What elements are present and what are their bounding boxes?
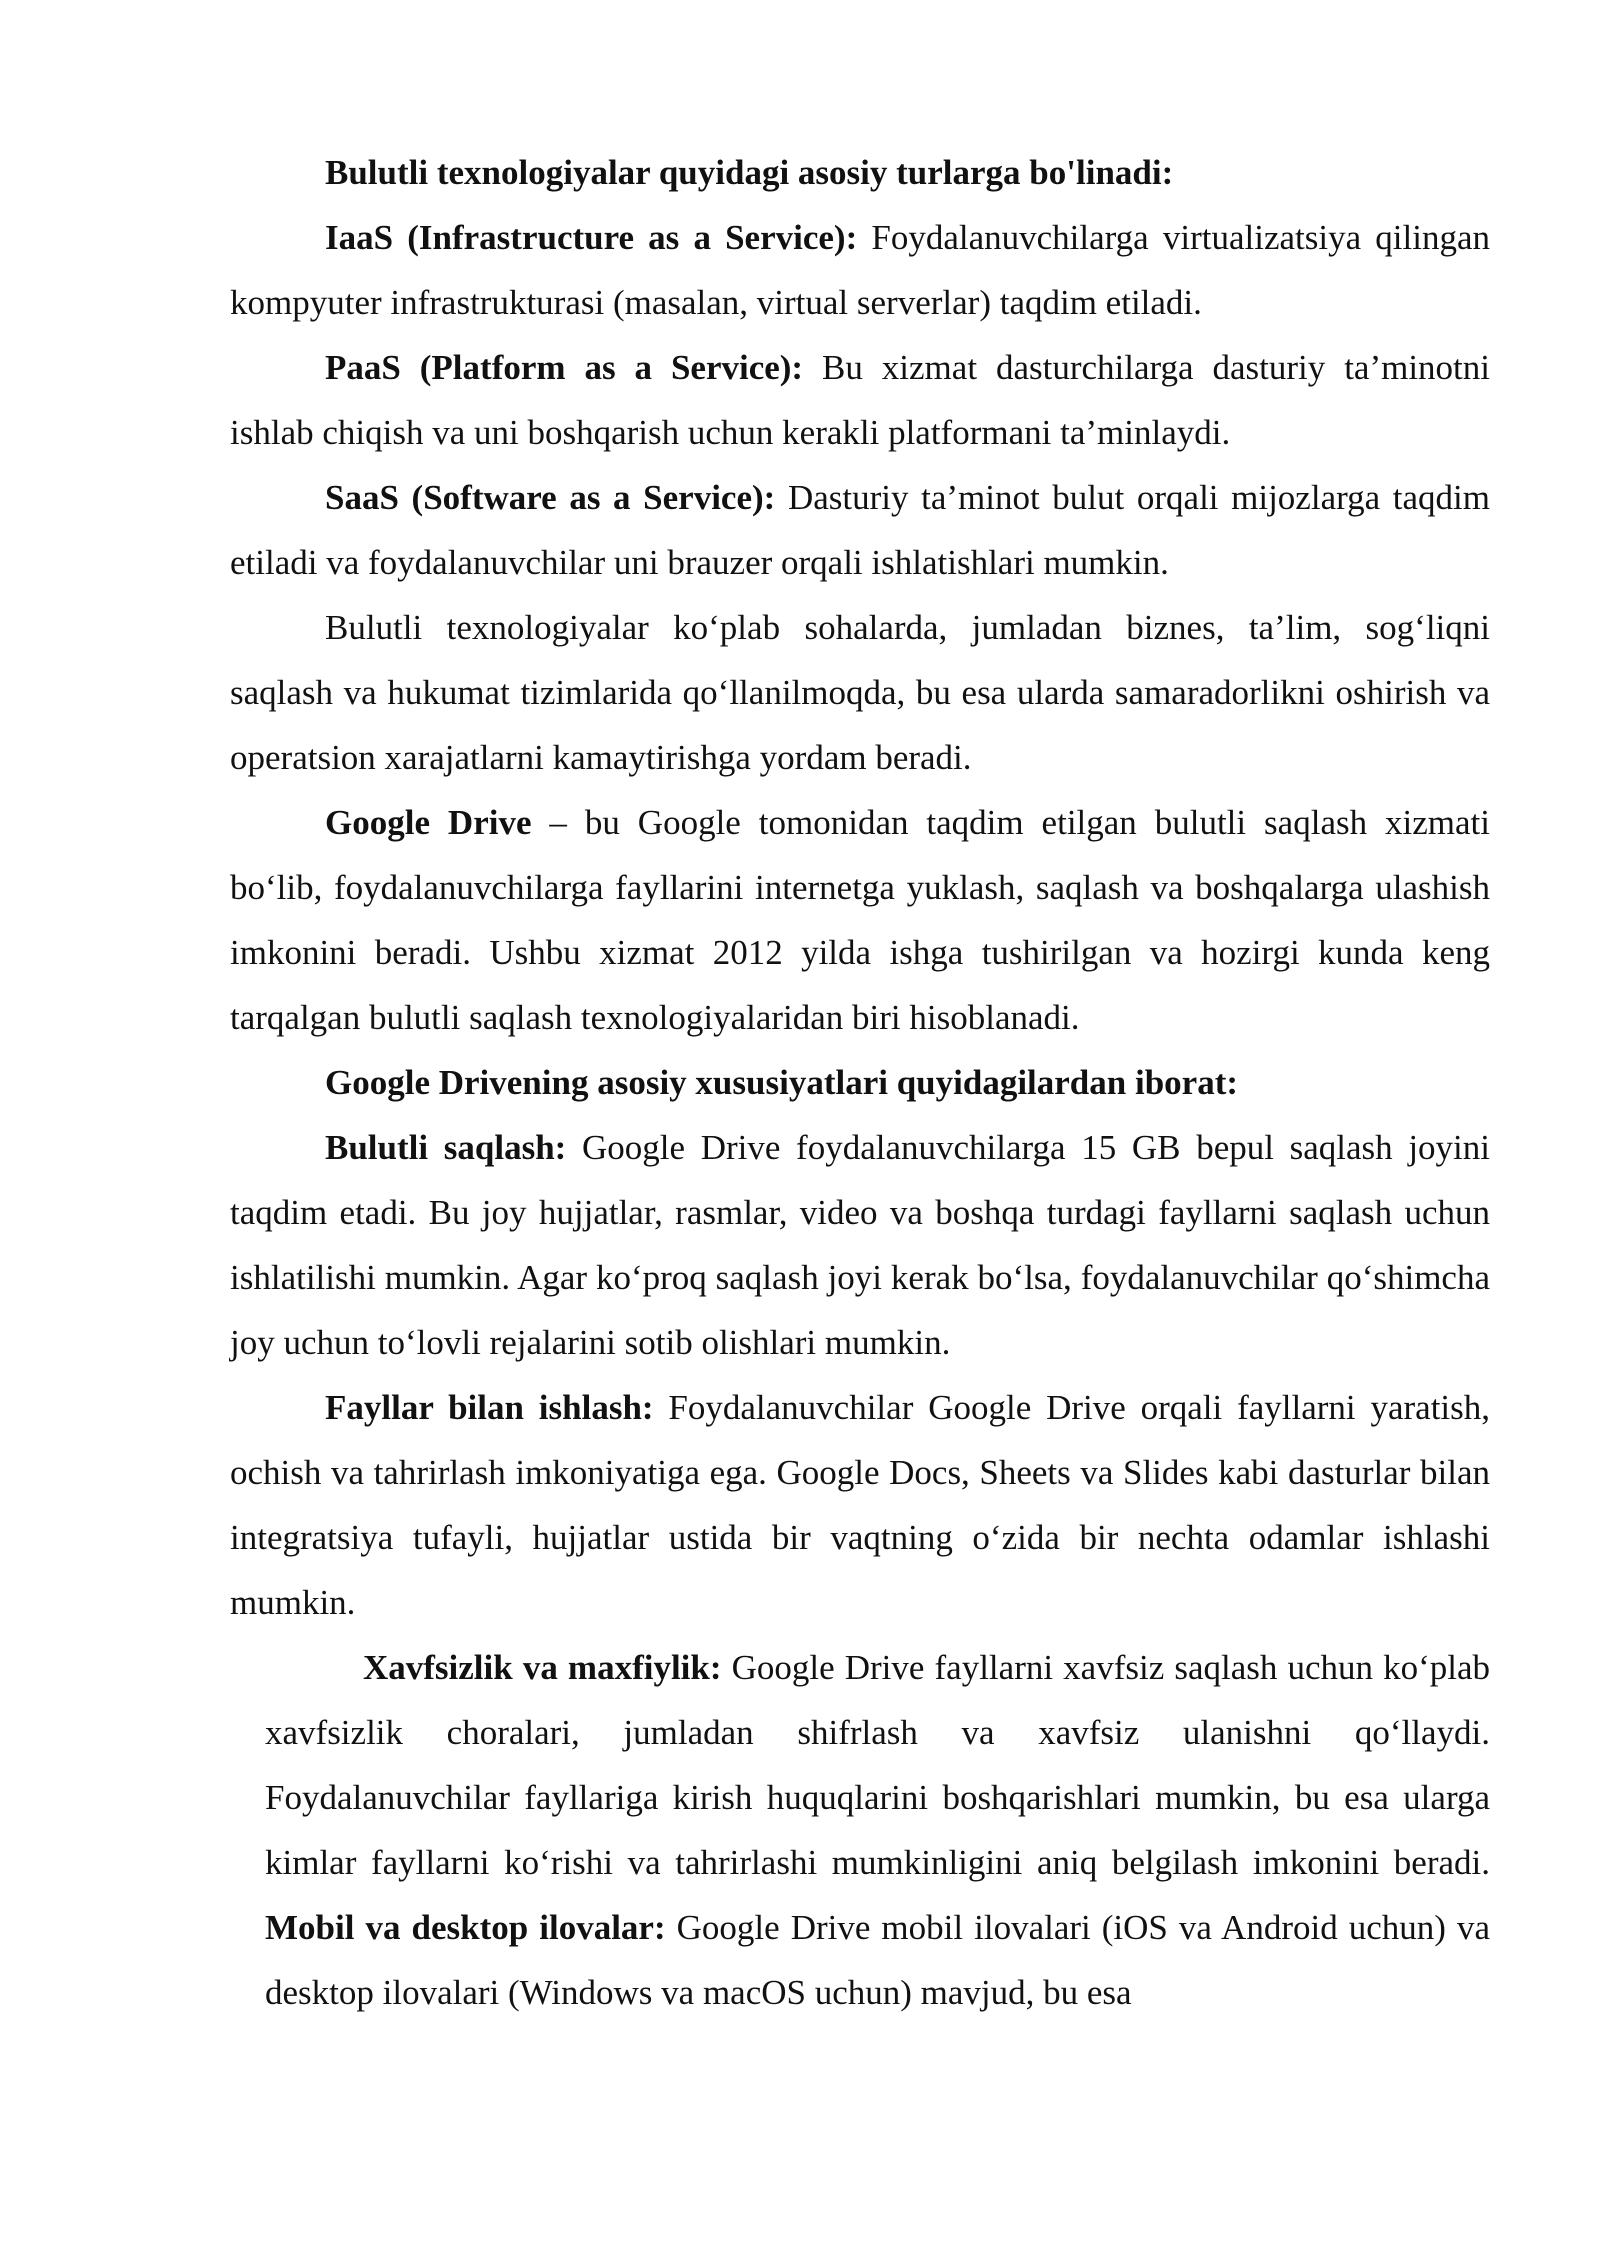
paragraph-file-work: [230, 1375, 1490, 1635]
term-saas: SaaS (Software as a Service):: [325, 478, 776, 517]
term-google-drive: Google Drive: [325, 803, 532, 842]
term-security: Xavfsizlik va maxfiylik:: [363, 1648, 722, 1687]
term-cloud-storage: Bulutli saqlash:: [325, 1128, 567, 1167]
term-paas: PaaS (Platform as a Service):: [325, 348, 804, 387]
paragraph-iaas: [230, 205, 1490, 335]
paragraph-paas: [230, 335, 1490, 465]
text-mobile: Google Drive mobil ilovalari (iOS va Android uchun) va desktop ilovalari (Windows va macOS uchun) mavjud, bu esa: [265, 1908, 1490, 2012]
text-file-work: Foydalanuvchilar Google Drive orqali fayllarni yaratish, ochish va tahrirlash imkoniyatiga ega. Google Docs, Sheets va Slides kabi dasturlar bilan integratsiya tufayli, hujjatlar ustida bir vaqtning o‘zida bir nechta odamlar ishlashi mumkin.: [230, 1388, 1491, 1622]
document-body: [230, 140, 1490, 2025]
text-paas: Bu xizmat dasturchilarga dasturiy ta’minotni ishlab chiqish va uni boshqarish uchun kerakli platformani ta’minlaydi.: [230, 348, 1491, 452]
text-security: Google Drive fayllarni xavfsiz saqlash uchun ko‘plab xavfsizlik choralari, jumladan shifrlash va xavfsiz ulanishni qo‘llaydi. Foydalanuvchilar fayllariga kirish huquqlarini boshqarishlari mumkin, bu esa ularga kimlar fayllarni ko‘rishi va tahrirlashi mumkinligini aniq belgilash imkonini beradi.: [265, 1648, 1490, 1882]
text-google-drive: – bu Google tomonidan taqdim etilgan bulutli saqlash xizmati bo‘lib, foydalanuvchilarga fayllarini internetga yuklash, saqlash va boshqalarga ulashish imkonini beradi. Ushbu xizmat 2012 yilda ishga tushirilgan va hozirgi kunda keng tarqalgan bulutli saqlash texnologiyalaridan biri hisoblanadi.: [230, 803, 1490, 1037]
term-file-work: Fayllar bilan ishlash:: [325, 1388, 654, 1427]
text-iaas: Foydalanuvchilarga virtualizatsiya qilingan kompyuter infrastrukturasi (masalan, virtual serverlar) taqdim etiladi.: [230, 218, 1490, 322]
paragraph-cloud-usage: Bulutli texnologiyalar ko‘plab sohalarda, jumladan biznes, ta’lim, sog‘liqni saqlash va hukumat tizimlarida qo‘llanilmoqda, bu esa ularda samaradorlikni oshirish va operatsion xarajatlarni kamaytirishga yordam beradi.: [230, 608, 1490, 777]
heading-drive-features: Google Drivening asosiy xususiyatlari quyidagilardan iborat:: [325, 1063, 1239, 1102]
paragraph-saas: [230, 465, 1490, 595]
paragraph-cloud-storage: [230, 1115, 1490, 1375]
heading-cloud-types: Bulutli texnologiyalar quyidagi asosiy turlarga bo'linadi:: [325, 153, 1174, 192]
text-cloud-storage: Google Drive foydalanuvchilarga 15 GB bepul saqlash joyini taqdim etadi. Bu joy hujjatlar, rasmlar, video va boshqa turdagi fayllarni saqlash uchun ishlatilishi mumkin. Agar ko‘proq saqlash joyi kerak bo‘lsa, foydalanuvchilar qo‘shimcha joy uchun to‘lovli rejalarini sotib olishlari mumkin.: [230, 1128, 1490, 1362]
text-saas: Dasturiy ta’minot bulut orqali mijozlarga taqdim etiladi va foydalanuvchilar uni brauzer orqali ishlatishlari mumkin.: [230, 478, 1490, 582]
term-mobile: Mobil va desktop ilovalar:: [265, 1908, 666, 1947]
term-iaas: IaaS (Infrastructure as a Service):: [325, 218, 858, 257]
paragraph-google-drive: [230, 790, 1490, 1050]
paragraph-security: [230, 1635, 1490, 2025]
